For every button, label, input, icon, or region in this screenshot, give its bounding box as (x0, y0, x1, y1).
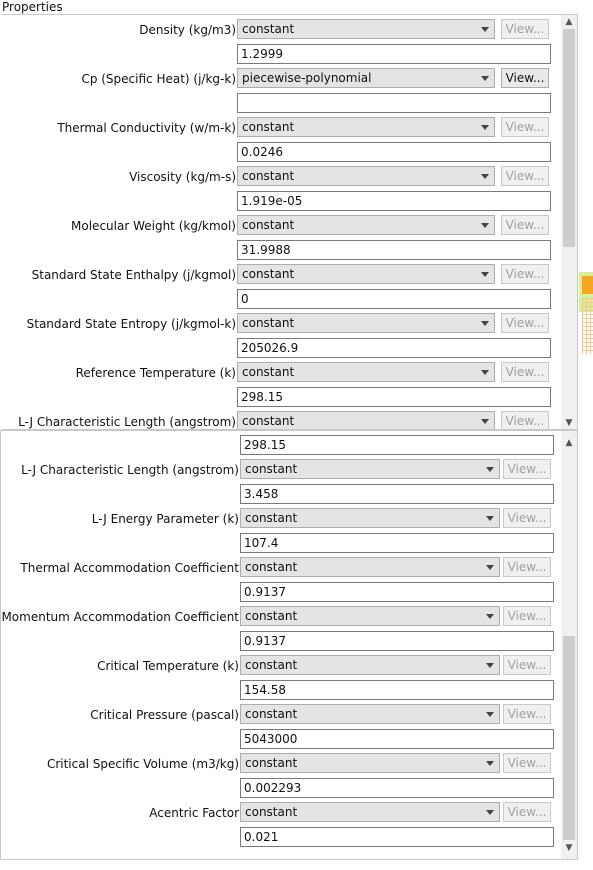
chevron-down-icon[interactable] (486, 712, 494, 717)
method-dropdown-value: constant (242, 120, 295, 134)
property-label: Standard State Enthalpy (j/kgmol) (31, 268, 236, 282)
property-value-input[interactable]: 298.15 (240, 435, 554, 455)
property-value-input[interactable]: 107.4 (240, 533, 554, 553)
chevron-down-icon[interactable] (481, 125, 489, 130)
property-label: Critical Temperature (k) (97, 659, 239, 673)
method-dropdown[interactable] (237, 166, 495, 186)
method-dropdown[interactable] (240, 606, 500, 626)
property-label: Thermal Accommodation Coefficient (20, 561, 239, 575)
method-dropdown-value: constant (242, 22, 295, 36)
chevron-down-icon[interactable] (481, 419, 489, 424)
chevron-down-icon[interactable] (486, 761, 494, 766)
chevron-down-icon[interactable] (481, 223, 489, 228)
method-dropdown[interactable] (237, 215, 495, 235)
property-value-input[interactable]: 0.021 (240, 827, 554, 847)
property-row (4, 360, 564, 409)
method-dropdown[interactable] (237, 117, 495, 137)
property-row (1, 751, 561, 800)
property-value-input[interactable]: 5043000 (240, 729, 554, 749)
method-dropdown-value: constant (242, 316, 295, 330)
property-row (1, 430, 561, 457)
property-label: Molecular Weight (kg/kmol) (71, 219, 236, 233)
property-label: L-J Energy Parameter (k) (91, 512, 239, 526)
property-value-input[interactable]: 1.919e-05 (237, 191, 551, 211)
property-label: L-J Characteristic Length (angstrom) (18, 415, 236, 429)
property-row (1, 653, 561, 702)
view-button[interactable]: View... (503, 606, 551, 626)
chevron-down-icon[interactable] (486, 565, 494, 570)
chevron-down-icon[interactable] (481, 27, 489, 32)
view-button[interactable]: View... (501, 19, 549, 39)
chevron-down-icon[interactable] (486, 663, 494, 668)
property-label: Standard State Entropy (j/kgmol-k) (26, 317, 236, 331)
property-label: Momentum Accommodation Coefficient (1, 610, 239, 624)
chevron-down-icon[interactable] (481, 272, 489, 277)
method-dropdown[interactable] (240, 459, 500, 479)
chevron-down-icon[interactable] (481, 370, 489, 375)
property-label: Thermal Conductivity (w/m-k) (57, 121, 236, 135)
property-row (1, 604, 561, 653)
property-label: L-J Characteristic Length (angstrom) (21, 463, 239, 477)
view-button[interactable]: View... (501, 362, 549, 382)
method-dropdown[interactable] (237, 19, 495, 39)
properties-panel-top (0, 14, 578, 430)
method-dropdown[interactable] (240, 655, 500, 675)
view-button[interactable]: View... (501, 68, 549, 88)
property-label: Critical Specific Volume (m3/kg) (46, 757, 239, 771)
property-value-input[interactable]: 0.9137 (240, 631, 554, 651)
method-dropdown-value: constant (245, 707, 298, 721)
chevron-down-icon[interactable] (481, 76, 489, 81)
property-label: Acentric Factor (149, 806, 239, 820)
scrollbar-thumb-bottom[interactable] (563, 636, 575, 840)
method-dropdown-value: constant (242, 365, 295, 379)
method-dropdown-value: constant (245, 511, 298, 525)
property-value-input[interactable]: 205026.9 (237, 338, 551, 358)
property-row (4, 115, 564, 164)
property-value-input[interactable]: 0.0246 (237, 142, 551, 162)
view-button[interactable]: View... (503, 704, 551, 724)
background-grid (582, 298, 593, 354)
property-label: Density (kg/m3) (139, 23, 236, 37)
method-dropdown-value: constant (245, 560, 298, 574)
method-dropdown-value: piecewise-polynomial (242, 71, 372, 85)
property-row (4, 311, 564, 360)
vertical-scrollbar-top[interactable] (561, 15, 577, 429)
view-button[interactable]: View... (503, 557, 551, 577)
method-dropdown[interactable] (240, 508, 500, 528)
property-value-input[interactable]: 0.9137 (240, 582, 554, 602)
property-row (4, 213, 564, 262)
method-dropdown[interactable] (240, 753, 500, 773)
property-row (4, 66, 564, 115)
view-button[interactable]: View... (501, 411, 549, 430)
property-row (1, 506, 561, 555)
method-dropdown-value: constant (242, 414, 295, 428)
property-value-input[interactable]: 0 (237, 289, 551, 309)
method-dropdown-value: constant (242, 218, 295, 232)
property-value-input[interactable]: 298.15 (237, 387, 551, 407)
method-dropdown-value: constant (245, 609, 298, 623)
method-dropdown-value: constant (242, 267, 295, 281)
property-row (4, 17, 564, 66)
method-dropdown-value: constant (245, 756, 298, 770)
method-dropdown-value: constant (242, 169, 295, 183)
property-row (4, 409, 564, 430)
property-row (1, 555, 561, 604)
scroll-down-icon[interactable]: ▼ (565, 843, 573, 853)
background-orange-tab (582, 276, 593, 294)
property-row (1, 800, 561, 849)
panel-title: Properties (2, 0, 63, 14)
property-row (4, 164, 564, 213)
chevron-down-icon[interactable] (481, 174, 489, 179)
view-button[interactable]: View... (501, 166, 549, 186)
view-button[interactable]: View... (503, 753, 551, 773)
chevron-down-icon[interactable] (486, 810, 494, 815)
method-dropdown[interactable] (237, 313, 495, 333)
properties-panel-bottom (0, 430, 578, 860)
property-value-input[interactable]: 1.2999 (237, 44, 551, 64)
property-row (1, 702, 561, 751)
property-value-input[interactable] (237, 93, 551, 113)
property-label: Reference Temperature (k) (75, 366, 236, 380)
view-button[interactable]: View... (501, 313, 549, 333)
property-value-input[interactable]: 31.9988 (237, 240, 551, 260)
view-button[interactable]: View... (501, 117, 549, 137)
background-window-edge (579, 14, 593, 860)
method-dropdown[interactable] (237, 362, 495, 382)
method-dropdown[interactable] (240, 557, 500, 577)
view-button[interactable]: View... (503, 655, 551, 675)
property-value-input[interactable]: 3.458 (240, 484, 554, 504)
property-row (1, 457, 561, 506)
property-value-input[interactable]: 154.58 (240, 680, 554, 700)
chevron-down-icon[interactable] (481, 321, 489, 326)
method-dropdown[interactable] (240, 704, 500, 724)
chevron-down-icon[interactable] (486, 467, 494, 472)
method-dropdown-value: constant (245, 805, 298, 819)
method-dropdown-value: constant (245, 462, 298, 476)
method-dropdown[interactable] (237, 264, 495, 284)
scroll-up-icon[interactable]: ▲ (565, 17, 573, 27)
scrollbar-thumb-top[interactable] (563, 29, 575, 247)
chevron-down-icon[interactable] (486, 516, 494, 521)
method-dropdown[interactable] (240, 802, 500, 822)
property-value-input[interactable]: 0.002293 (240, 778, 554, 798)
property-row (4, 262, 564, 311)
view-button[interactable]: View... (503, 802, 551, 822)
property-label: Cp (Specific Heat) (j/kg-k) (81, 72, 236, 86)
scroll-down-icon[interactable]: ▼ (565, 418, 573, 428)
view-button[interactable]: View... (503, 508, 551, 528)
property-label: Viscosity (kg/m-s) (129, 170, 236, 184)
method-dropdown[interactable] (237, 411, 495, 430)
property-label: Critical Pressure (pascal) (90, 708, 239, 722)
chevron-down-icon[interactable] (486, 614, 494, 619)
vertical-scrollbar-bottom[interactable] (561, 431, 577, 859)
method-dropdown[interactable] (237, 68, 495, 88)
view-button[interactable]: View... (503, 459, 551, 479)
view-button[interactable]: View... (501, 264, 549, 284)
scroll-up-icon[interactable]: ▲ (565, 438, 573, 448)
view-button[interactable]: View... (501, 215, 549, 235)
method-dropdown-value: constant (245, 658, 298, 672)
